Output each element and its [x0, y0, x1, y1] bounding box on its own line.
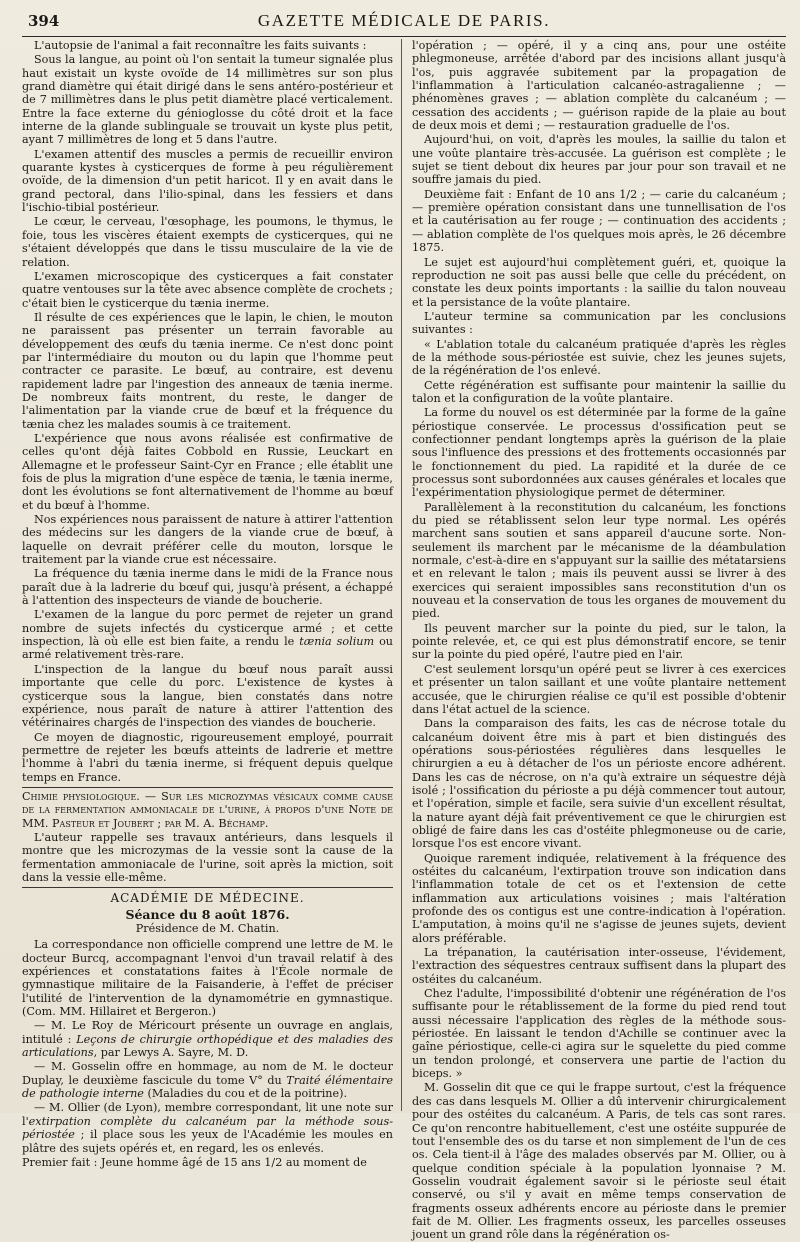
- presidency-line: Présidence de M. Chatin.: [135, 922, 280, 935]
- journal-title: GAZETTE MÉDICALE DE PARIS.: [257, 11, 551, 30]
- paragraph: L'examen attentif des muscles a permis de recueillir environ quarante kystes à cysticerques de forme à peu régulièrement ovoïde, de la dimension d'un petit haricot. Il y en avait dans le grand pectoral, dans l'ilio-spinal, dans les fessiers et dans l'ischio-tibial postérieur.: [22, 147, 393, 215]
- paragraph: [22, 1019, 393, 1059]
- text-run: (Maladies du cou et de la poitrine).: [143, 1087, 348, 1101]
- article-title: Chimie physiologique. — Sur les microzymas vésicaux comme cause de la fermentation ammoniacale de l'urine, à propos d'une Note de MM. Pasteur et Joubert ; par M. A. Béchamp.: [22, 789, 393, 830]
- text-run: ou armé relativement très-rare.: [22, 635, 394, 662]
- section-divider: [22, 887, 393, 888]
- paragraph: Le cœur, le cerveau, l'œsophage, les poumons, le thymus, le foie, tous les viscères étaient exempts de cysticerques, qui ne s'étaient développés que dans le tissu musculaire de la vie de relation.: [22, 215, 393, 269]
- paragraph: Premier fait : Jeune homme âgé de 15 ans 1/2 au moment de: [22, 1155, 367, 1169]
- paragraph: Cette régénération est suffisante pour maintenir la saillie du talon et la configuration de la voûte plantaire.: [412, 378, 786, 405]
- left-column: [22, 39, 402, 1169]
- paragraph: La correspondance non officielle comprend une lettre de M. le docteur Burcq, accompagnant l'envoi d'un travail relatif à des expériences et constatations faites à l'École normale de gymnastique militaire de la Faisanderie, à l'effet de préciser l'utilité de l'intervention de la dynamométrie en gymnastique. (Com. MM. Hillairet et Bergeron.): [22, 938, 393, 1019]
- text-run: , par Lewys A. Sayre, M. D.: [93, 1046, 249, 1060]
- session-heading: Séance du 8 août 1876.: [125, 906, 290, 922]
- paragraph: Le sujet est aujourd'hui complètement guéri, et, quoique la reproduction ne soit pas aussi belle que celle du précédent, on constate les deux points importants : la saillie du talon nouveau et la persistance de la voûte plantaire.: [412, 255, 786, 309]
- text-run: ; il place sous les yeux de l'Académie les moules en plâtre des sujets opérés et, en regard, les os enlevés.: [22, 1128, 393, 1155]
- paragraph: L'autopsie de l'animal a fait reconnaître les faits suivants :: [34, 39, 367, 52]
- page-number: 394: [28, 12, 60, 30]
- text-run: L'examen de la langue du porc permet de rejeter un grand nombre de sujets infectés du cysticerque armé ; et cette inspection, là où elle est bien faite, a rendu le: [22, 608, 393, 649]
- section-divider: [22, 787, 393, 788]
- section-heading: ACADÉMIE DE MÉDECINE.: [110, 891, 305, 906]
- paragraph: Parallèlement à la reconstitution du calcanéum, les fonctions du pied se rétablissent selon leur type normal. Les opérés marchent sans soutien et sans appareil d'aucune sorte. Non-seulement ils marchent par le mécanisme de la déambulation normale, c'est-à-dire en s'appuyant sur la saillie des métatarsiens et en relevant le talon ; mais ils peuvent aussi se livrer à des exercices qui seraient impossibles sans reconstitution d'un os nouveau et la conservation de tous les organes de mouvement du pied.: [412, 500, 786, 621]
- paragraph: Deuxième fait : Enfant de 10 ans 1/2 ; — carie du calcanéum ; — première opération consistant dans une tunnellisation de l'os et la cautérisation au fer rouge ; — continuation des accidents ; — ablation complète de l'os quelques mois après, le 26 décembre 1875.: [412, 187, 786, 255]
- paragraph: L'auteur termine sa communication par les conclusions suivantes :: [412, 309, 786, 337]
- paragraph: L'examen microscopique des cysticerques a fait constater quatre ventouses sur la tête avec absence complète de crochets ; c'était bien le cysticerque du tænia inerme.: [22, 269, 394, 310]
- book-title: Leçons de chirurgie orthopédique et des maladies des articulations: [22, 1032, 394, 1060]
- text-run: — M. Le Roy de Méricourt présente un ouvrage en anglais, intitulé :: [22, 1019, 393, 1046]
- paragraph: Aujourd'hui, on voit, d'après les moules, la saillie du talon et une voûte plantaire très-accusée. La guérison est complète ; le sujet se tient debout dix heures par jour pour son travail et ne souffre jamais du pied.: [412, 133, 786, 187]
- paragraph: Chez l'adulte, l'impossibilité d'obtenir une régénération de l'os suffisante pour le rétablissement de la forme du pied rend tout aussi nécessaire l'application des règles de la méthode sous-périostée. En laissant le tendon d'Achille se continuer avec la gaîne périostique, celle-ci agira sur le squelette du pied comme un tendon prolongé, et conservera une partie de l'action du biceps. »: [412, 987, 786, 1081]
- paragraph: l'opération ; — opéré, il y a cinq ans, pour une ostéite phlegmoneuse, arrêtée d'abord par des incisions allant jusqu'à l'os, puis aggravée subitement par la propagation de l'inflammation à l'articulation calcanéo-astragalienne ; — phénomènes graves ; — ablation complète du calcanéum ; — cessation des accidents ; — guérison rapide de la plaie au bout de deux mois et demi ; — restauration graduelle de l'os.: [412, 39, 786, 133]
- paragraph: C'est seulement lorsqu'un opéré peut se livrer à ces exercices et présenter un talon saillant et une voûte plantaire nettement accusée, que le chirurgien réalise ce qu'il est possible d'obtenir dans l'état actuel de la science.: [412, 662, 786, 716]
- italic-term: tænia solium: [299, 635, 375, 649]
- paragraph: Ils peuvent marcher sur la pointe du pied, sur le talon, la pointe relevée, et, ce qui est plus démonstratif encore, se tenir sur la pointe du pied opéré, l'autre pied en l'air.: [412, 621, 786, 662]
- paragraph: M. Gosselin dit que ce qui le frappe surtout, c'est la fréquence des cas dans lesquels M. Ollier a dû intervenir chirurgicalement pour des ostéites du calcanéum. A Paris, de tels cas sont rares. Ce qu'on rencontre habituellement, c'est une ostéite suppurée de tout l'ensemble des os du tarse et non simplement de l'un de ces os. Cela tient-il à l'âge des malades observés par M. Ollier, ou à quelque condition spéciale à la population lyonnaise ? M. Gosselin voudrait également savoir si le périoste seul était conservé, ou s'il y avait en même temps conservation de fragments osseux adhérents encore au périoste dans le premier fait de M. Ollier. Les fragments osseux, les parcelles osseuses jouent un grand rôle dans la régénération os-: [412, 1081, 786, 1242]
- paragraph: Nos expériences nous paraissent de nature à attirer l'attention des médecins sur les dangers de la viande crue de bœuf, à laquelle on devrait préférer celle du mouton, lorsque le traitement par la viande crue est nécessaire.: [22, 513, 393, 567]
- paragraph: [22, 608, 393, 661]
- paragraph: L'auteur rappelle ses travaux antérieurs, dans lesquels il montre que les microzymas de la vessie sont la cause de la fermentation ammoniacale de l'urine, soit après la miction, soit dans la vessie elle-même.: [22, 830, 393, 884]
- paragraph: Il résulte de ces expériences que le lapin, le chien, le mouton ne paraissent pas présenter un terrain favorable au développement des œufs du tænia inerme. Ce n'est donc point par l'intermédiaire du mouton ou du lapin que l'homme peut contracter ce parasite. Le bœuf, au contraire, est devenu rapidement ladre par l'ingestion des anneaux de tænia inerme. De nombreux faits montrent, du reste, le danger de l'alimentation par la viande crue de bœuf et la fréquence du tænia chez les malades soumis à ce traitement.: [22, 310, 393, 431]
- paragraph: L'inspection de la langue du bœuf nous paraît aussi importante que celle du porc. L'existence de kystes à cysticerque sous la langue, bien constatés dans notre expérience, nous paraît de nature à attirer l'attention des vétérinaires chargés de l'inspection des viandes de boucherie.: [22, 662, 393, 730]
- text-run: — M. Ollier (de Lyon), membre correspondant, lit une note sur l': [22, 1101, 393, 1128]
- paragraph: « L'ablation totale du calcanéum pratiquée d'après les règles de la méthode sous-périostée est suivie, chez les jeunes sujets, de la régénération de l'os enlevé.: [412, 337, 786, 378]
- paragraph: L'expérience que nous avons réalisée est confirmative de celles qu'ont déjà faites Cobbold en Russie, Leuckart en Allemagne et le professeur Saint-Cyr en France ; elle établit une fois de plus la migration d'une espèce de tænia, le tænia inerme, dont les évolutions se font alternativement de l'homme au bœuf et du bœuf à l'homme.: [22, 431, 393, 512]
- note-title: extirpation complète du calcanéum par la méthode sous-périostée: [22, 1114, 393, 1142]
- right-column: [402, 39, 786, 1242]
- text-columns: [22, 39, 786, 1242]
- book-title: Traité élémentaire de pathologie interne: [22, 1073, 393, 1101]
- paragraph: [22, 1060, 393, 1100]
- paragraph: Dans la comparaison des faits, les cas de nécrose totale du calcanéum doivent être mis à part et bien distingués des opérations sous-périostées régulières dans lesquelles le chirurgien a eu à détacher de l'os un périoste encore adhérent. Dans les cas de nécrose, on n'a qu'à extraire un séquestre déjà isolé ; l'ossification du périoste a pu déjà commencer tout autour, et l'opération, simple et facile, sera suivie d'un excellent résultat, la nature ayant déjà fait préventivement ce que le chirurgien est obligé de faire dans les cas d'ostéite phlegmoneuse ou de carie, lorsque l'os est encore vivant.: [412, 717, 786, 851]
- page-header: [22, 6, 786, 37]
- paragraph: Sous la langue, au point où l'on sentait la tumeur signalée plus haut existait un kyste ovoïde de 14 millimètres sur son plus grand diamètre qui était dirigé dans le sens antéro-postérieur et de 7 millimètres dans le plus petit diamètre placé verticalement. Entre la face externe du génioglosse du côté droit et la face interne de la glande sublinguale se trouvait un kyste plus petit, ayant 7 millimètres de long et 5 dans l'autre.: [22, 53, 393, 147]
- paragraph: La forme du nouvel os est déterminée par la forme de la gaîne périostique conservée. Le processus d'ossification peut se confectionner pendant longtemps après la guérison de la plaie sous l'influence des pressions et des frottements occasionnés par le fonctionnement du pied. La rapidité et la durée de ce processus sont subordonnées aux causes générales et locales que l'expérimentation physiologique permet de déterminer.: [412, 406, 786, 500]
- text-run: — M. Gosselin offre en hommage, au nom de M. le docteur Duplay, le deuxième fascicule du tome V° du: [22, 1060, 393, 1087]
- paragraph: La fréquence du tænia inerme dans le midi de la France nous paraît due à la ladrerie du bœuf qui, jusqu'à présent, a échappé à l'attention des inspecteurs de viande de boucherie.: [22, 567, 393, 608]
- paragraph: Quoique rarement indiquée, relativement à la fréquence des ostéites du calcanéum, l'extirpation trouve son indication dans l'inflammation totale de cet os et l'extension de cette inflammation aux articulations voisines ; mais l'altération profonde des os contigus est une contre-indication à l'opération. L'amputation, à moins qu'il ne s'agisse de jeunes sujets, devient alors préférable.: [412, 851, 786, 945]
- paragraph: [22, 1101, 393, 1154]
- paragraph: Ce moyen de diagnostic, rigoureusement employé, pourrait permettre de rejeter les bœufs atteints de ladrerie et mettre l'homme à l'abri du tænia inerme, si fréquent depuis quelque temps en France.: [22, 730, 393, 784]
- paragraph: La trépanation, la cautérisation inter-osseuse, l'évidement, l'extraction des séquestres centraux suffisent dans la plupart des ostéites du calcanéum.: [412, 946, 786, 986]
